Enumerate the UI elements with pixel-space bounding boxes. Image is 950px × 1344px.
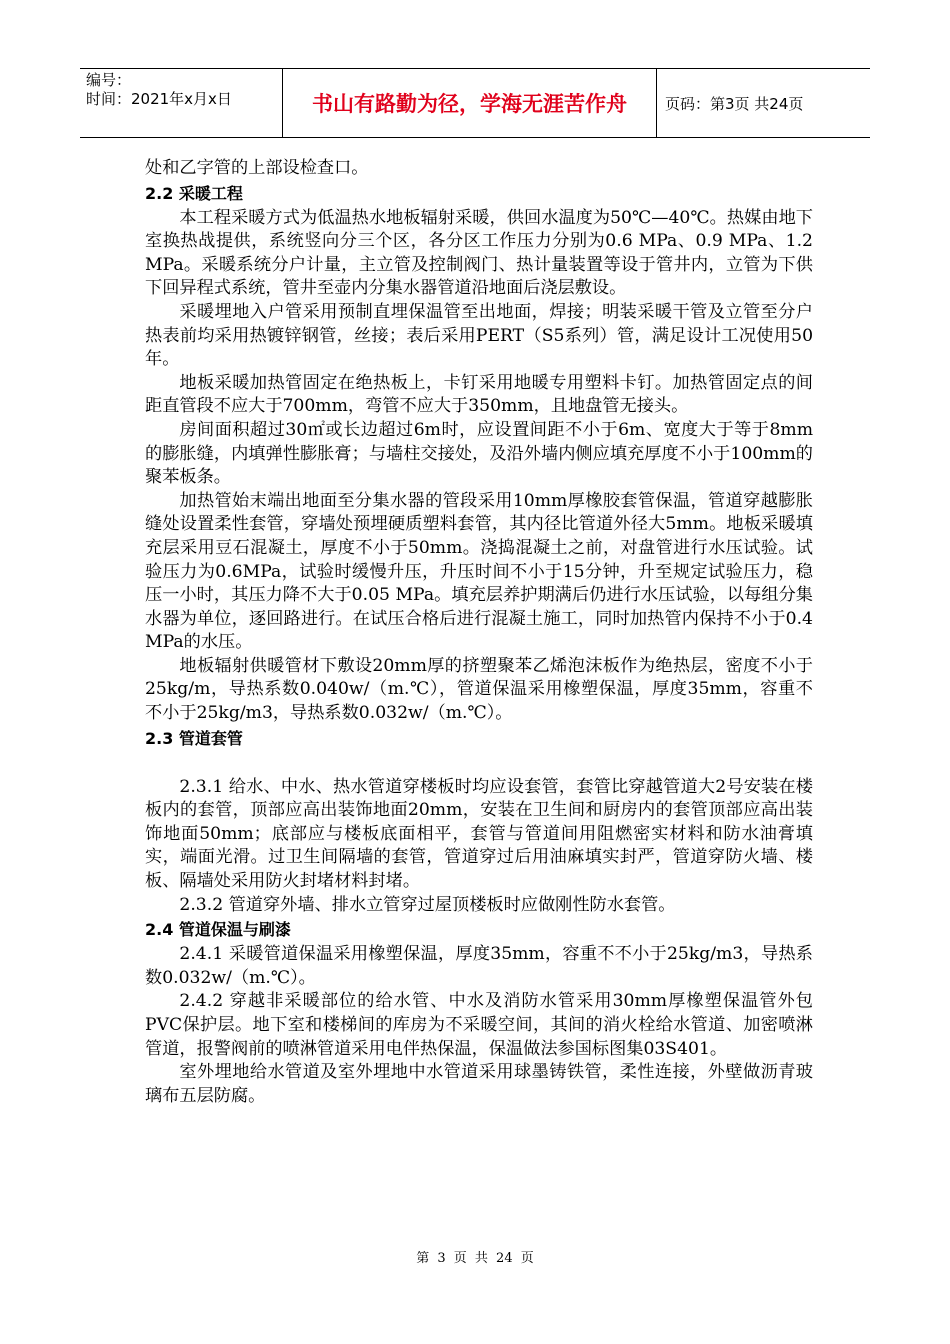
header-meta [80, 69, 282, 137]
paragraph: 加热管始末端出地面至分集水器的管段采用10mm厚橡胶套管保温，管道穿越膨胀缝处设置柔性套管，穿墙处预埋硬质塑料套管，其内径比管道外径大5mm。地板采暖填充层采用豆石混凝土，厚度不小于50mm。浇捣混凝土之前，对盘管进行水压试验。试验压力为0.6MPa，试验时缓慢升压，升压时间不小于15分钟，升至规定试验压力，稳压一小时，其压力降不大于0.05 MPa。填充层养护期满后仍进行水压试验，以每组分集水器为单位，逐回路进行。在试压合格后进行混凝土施工，同时加热管内保持不小于0.4 MPa的水压。 [145, 490, 813, 653]
document-body [145, 157, 813, 1108]
paragraph: 地板辐射供暖管材下敷设20mm厚的挤塑聚苯乙烯泡沫板作为绝热层，密度不小于25kg/m，导热系数0.040w/（m.℃），管道保温采用橡塑保温，厚度35mm，容重不不小于25kg/m3，导热系数0.032w/（m.℃）。 [145, 655, 813, 724]
paragraph: 处和乙字管的上部设检查口。 [145, 158, 369, 178]
paragraph: 房间面积超过30㎡或长边超过6m时，应设置间距不小于6m、宽度大于等于8mm的膨胀缝，内填弹性膨胀膏；与墙柱交接处，及沿外墙内侧应填充厚度不小于100mm的聚苯板条。 [145, 419, 813, 488]
page-header [80, 68, 870, 138]
document-number-label: 编号： [86, 71, 132, 89]
paragraph: 地板采暖加热管固定在绝热板上，卡钉采用地暖专用塑料卡钉。加热管固定点的间距直管段不应大于700mm，弯管不应大于350mm，且地盘管无接头。 [145, 372, 813, 417]
paragraph: 2.4.2 穿越非采暖部位的给水管、中水及消防水管采用30mm厚橡塑保温管外包PVC保护层。地下室和楼梯间的库房为不采暖空间，其间的消火栓给水管道、加密喷淋管道，报警阀前的喷淋管道采用电伴热保温，保温做法参国标图集03S401。 [145, 991, 813, 1059]
paragraph: 2.3.2 管道穿外墙、排水立管穿过屋顶楼板时应做刚性防水套管。 [179, 894, 676, 915]
spacer [145, 752, 813, 776]
document-time-label: 时间：2021年x月x日 [86, 90, 232, 108]
section-heading-2-2: 2.2 采暖工程 [145, 183, 243, 203]
paragraph: 采暖埋地入户管采用预制直埋保温管至出地面，焊接；明装采暖干管及立管至分户热表前均采用热镀锌钢管，丝接；表后采用PERT（S5系列）管，满足设计工况使用50年。 [145, 301, 813, 370]
header-page-label: 页码：第3页 共24页 [665, 94, 804, 113]
section-heading-2-3: 2.3 管道套管 [145, 728, 243, 748]
paragraph: 本工程采暖方式为低温热水地板辐射采暖，供回水温度为50℃—40℃。热媒由地下室换热战提供，系统竖向分三个区，各分区工作压力分别为0.6 MPa、0.9 MPa、1.2 MPa。采暖系统分户计量，主立管及控制阀门、热计量装置等设于管井内，立管为下供下回异程式系统，管井至壶内分集水器管道沿地面后浇层敷设。 [145, 207, 813, 299]
section-heading-2-4: 2.4 管道保温与刷漆 [145, 920, 291, 940]
header-motto: 书山有路勤为径，学海无涯苦作舟 [282, 69, 657, 137]
paragraph: 室外埋地给水管道及室外埋地中水管道采用球墨铸铁管，柔性连接，外壁做沥青玻璃布五层防腐。 [145, 1062, 813, 1106]
paragraph: 2.3.1 给水、中水、热水管道穿楼板时均应设套管，套管比穿越管道大2号安装在楼板内的套管，顶部应高出装饰地面20mm，安装在卫生间和厨房内的套管顶部应高出装饰地面50mm；底部应与楼板底面相平，套管与管道间用阻燃密实材料和防水油膏填实，端面光滑。过卫生间隔墙的套管，管道穿过后用油麻填实封严，管道穿防火墙、楼板、隔墙处采用防火封堵材料封堵。 [145, 776, 813, 892]
page-footer: 第 3 页 共 24 页 [416, 1251, 534, 1266]
paragraph: 2.4.1 采暖管道保温采用橡塑保温，厚度35mm，容重不不小于25kg/m3，导热系数0.032w/（m.℃）。 [145, 944, 813, 988]
